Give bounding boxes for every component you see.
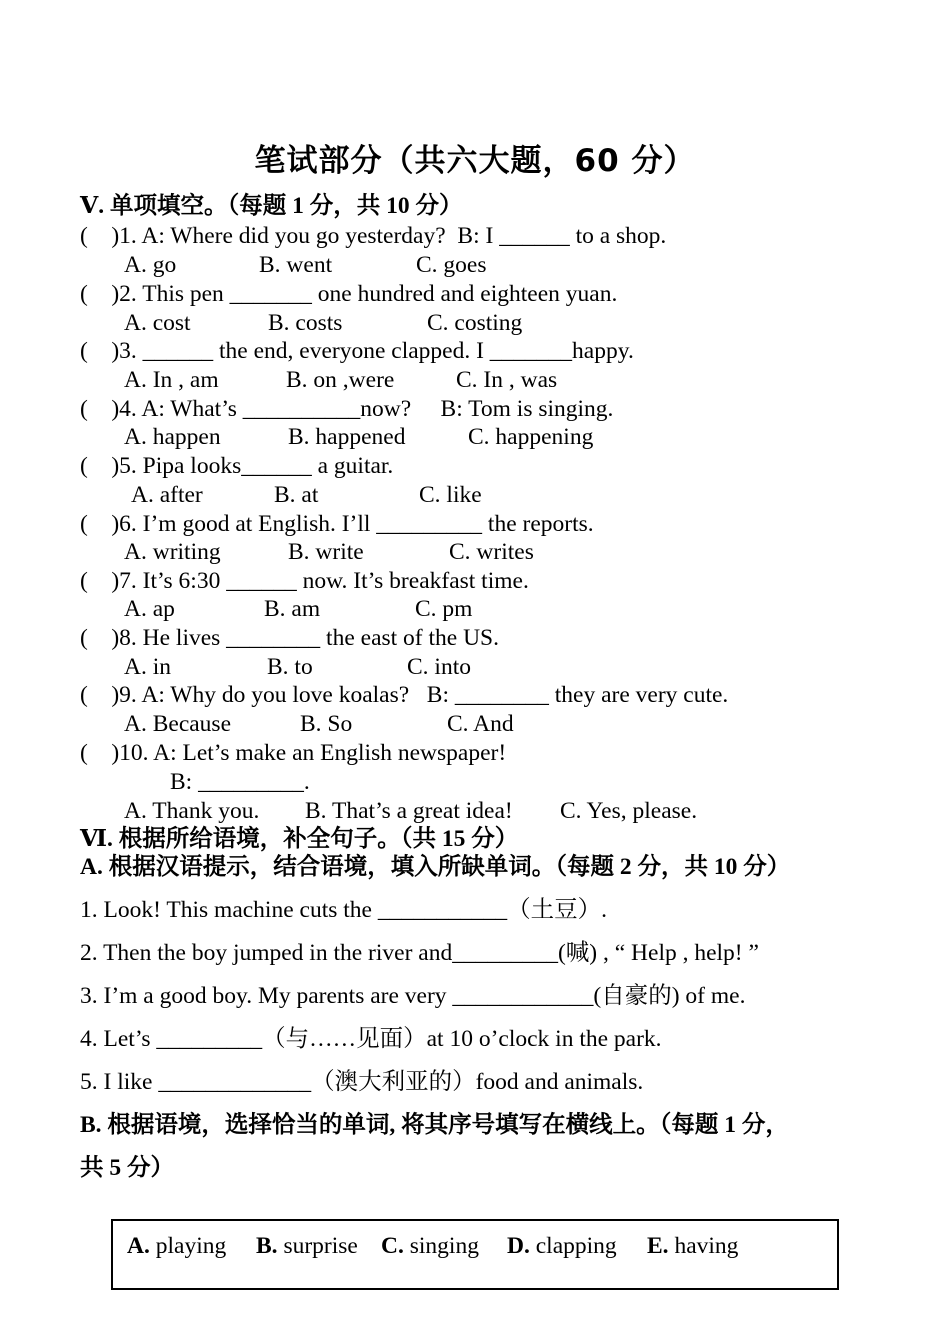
question-9: ( )9. A: Why do you love koalas? B: ________ they are very cute. — [80, 682, 729, 708]
q10-option-c: C. Yes, please. — [560, 798, 698, 824]
q1-option-c: C. goes — [416, 252, 487, 278]
q9-option-a: A. Because — [124, 711, 232, 737]
q6-option-b: B. write — [288, 539, 364, 565]
section-6a-heading: A. 根据汉语提示，结合语境，填入所缺单词。（每题 2 分，共 10 分） — [80, 854, 791, 880]
q5-option-a: A. after — [131, 482, 203, 508]
word-bank-option-c: C. singing — [381, 1233, 479, 1259]
question-10-reply: B: _________. — [170, 769, 310, 795]
q2-option-b: B. costs — [268, 310, 343, 336]
word-bank-box — [111, 1219, 839, 1290]
section-5-heading: Ⅴ. 单项填空。（每题 1 分，共 10 分） — [80, 193, 463, 219]
question-7: ( )7. It’s 6:30 ______ now. It’s breakfast time. — [80, 568, 529, 594]
question-3: ( )3. ______ the end, everyone clapped. I _______happy. — [80, 338, 634, 364]
section-6b-heading: B. 根据语境，选择恰当的单词, 将其序号填写在横线上。（每题 1 分， — [80, 1112, 789, 1138]
question-6: ( )6. I’m good at English. I’ll _________ the reports. — [80, 511, 594, 537]
fill-item-1: 1. Look! This machine cuts the ___________（土豆）. — [80, 897, 607, 923]
q5-option-c: C. like — [419, 482, 482, 508]
question-1: ( )1. A: Where did you go yesterday? B: I ______ to a shop. — [80, 223, 667, 249]
question-10: ( )10. A: Let’s make an English newspaper! — [80, 740, 507, 766]
word-bank-option-b: B. surprise — [256, 1233, 358, 1259]
word-bank-option-a: A. playing — [127, 1233, 227, 1259]
fill-item-3: 3. I’m a good boy. My parents are very ____________(自豪的) of me. — [80, 983, 746, 1009]
section-6-heading: Ⅵ. 根据所给语境，补全句子。（共 15 分） — [80, 826, 519, 852]
q7-option-c: C. pm — [415, 596, 473, 622]
q9-option-c: C. And — [447, 711, 514, 737]
q6-option-c: C. writes — [449, 539, 534, 565]
q7-option-a: A. ap — [124, 596, 175, 622]
q8-option-b: B. to — [267, 654, 313, 680]
q1-option-b: B. went — [259, 252, 333, 278]
q3-option-b: B. on ,were — [286, 367, 395, 393]
q4-option-a: A. happen — [124, 424, 221, 450]
q6-option-a: A. writing — [124, 539, 221, 565]
word-bank-option-d: D. clapping — [507, 1233, 617, 1259]
fill-item-2: 2. Then the boy jumped in the river and_________(喊) , “ Help , help! ” — [80, 940, 759, 966]
page-title: 笔试部分（共六大题，60 分） — [254, 143, 696, 179]
q10-option-b: B. That’s a great idea! — [305, 798, 513, 824]
fill-item-5: 5. I like _____________（澳大利亚的）food and animals. — [80, 1069, 644, 1095]
q5-option-b: B. at — [274, 482, 319, 508]
question-8: ( )8. He lives ________ the east of the US. — [80, 625, 500, 651]
q2-option-a: A. cost — [124, 310, 191, 336]
q7-option-b: B. am — [264, 596, 321, 622]
q2-option-c: C. costing — [427, 310, 523, 336]
fill-item-4: 4. Let’s _________（与……见面）at 10 o’clock in the park. — [80, 1026, 662, 1052]
question-5: ( )5. Pipa looks______ a guitar. — [80, 453, 394, 479]
q4-option-c: C. happening — [468, 424, 594, 450]
word-bank-option-e: E. having — [647, 1233, 739, 1259]
question-2: ( )2. This pen _______ one hundred and eighteen yuan. — [80, 281, 618, 307]
q8-option-c: C. into — [407, 654, 471, 680]
q3-option-a: A. In , am — [124, 367, 219, 393]
section-6b-heading-cont: 共 5 分） — [80, 1155, 174, 1181]
question-4: ( )4. A: What’s __________now? B: Tom is singing. — [80, 396, 614, 422]
q4-option-b: B. happened — [288, 424, 406, 450]
q1-option-a: A. go — [124, 252, 177, 278]
q3-option-c: C. In , was — [456, 367, 558, 393]
q9-option-b: B. So — [300, 711, 353, 737]
q10-option-a: A. Thank you. — [124, 798, 260, 824]
q8-option-a: A. in — [124, 654, 171, 680]
